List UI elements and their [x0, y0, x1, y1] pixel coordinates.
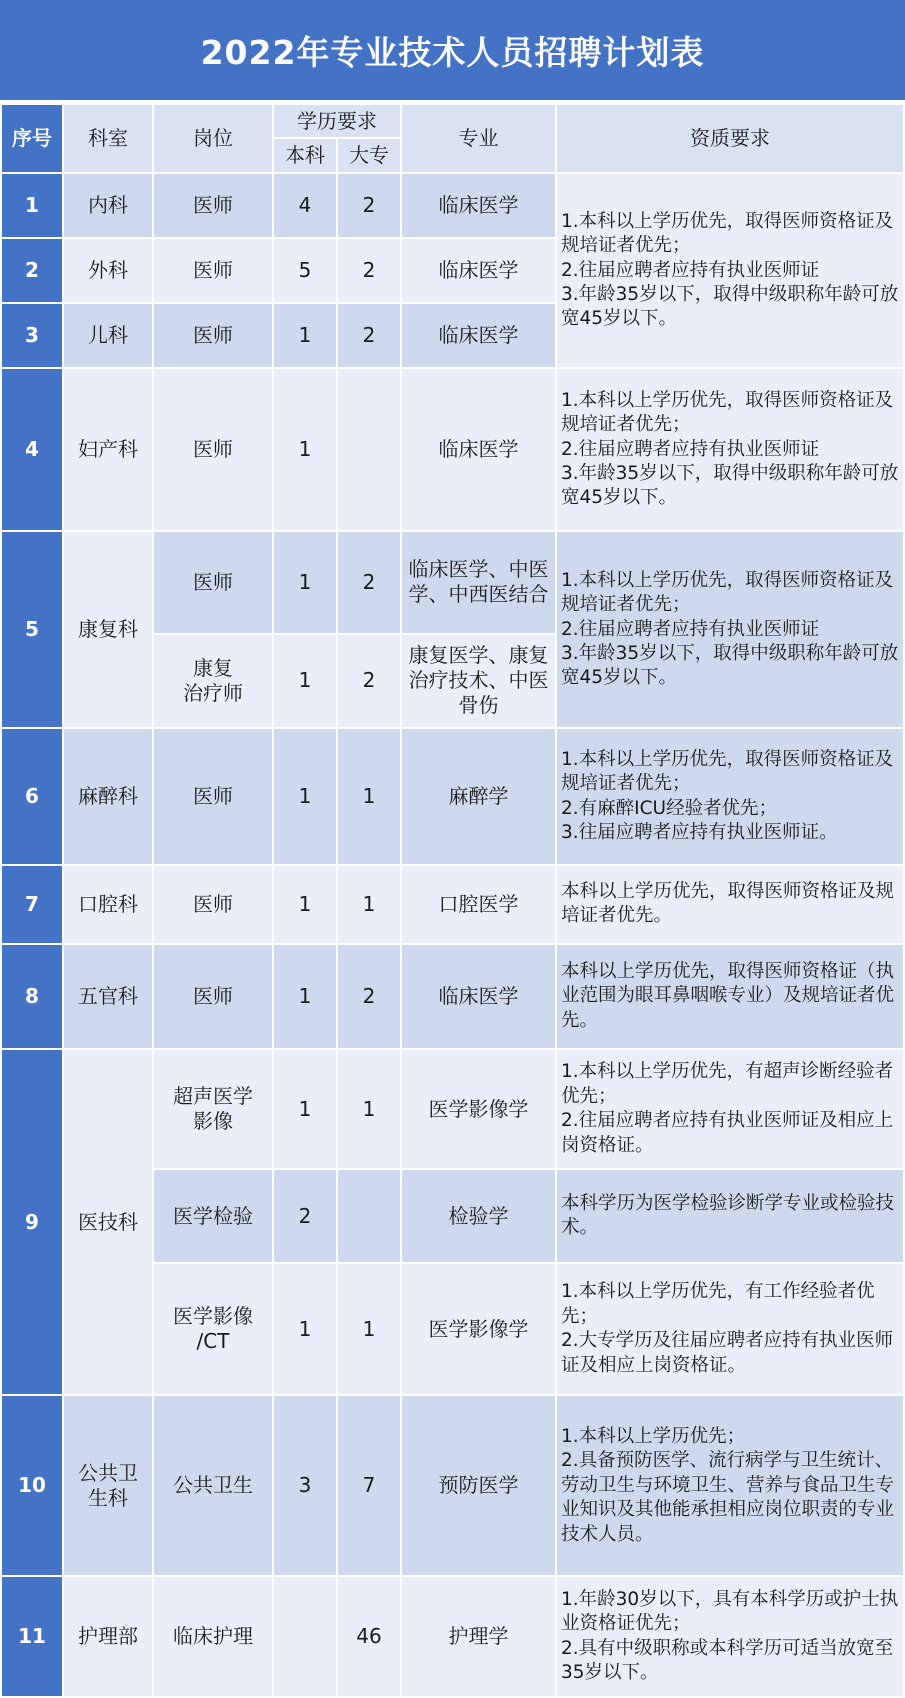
row-bachelor: 3	[273, 1395, 337, 1576]
row-bachelor	[273, 1576, 337, 1697]
row-dept: 医技科	[63, 1049, 153, 1395]
row-major: 麻醉学	[401, 728, 556, 864]
row-dept: 五官科	[63, 944, 153, 1049]
row-major: 临床医学	[401, 173, 556, 238]
row-position: 公共卫生	[153, 1395, 273, 1576]
row-position: 医师	[153, 728, 273, 864]
row-dept: 内科	[63, 173, 153, 238]
header-row	[1, 104, 904, 138]
row-qual: 1.本科以上学历优先，取得医师资格证及规培证者优先； 2.有麻醉ICU经验者优先； 3.往届应聘者应持有执业医师证。	[556, 728, 904, 864]
row-college: 46	[337, 1576, 401, 1697]
row-major: 临床医学	[401, 303, 556, 368]
header-bachelor: 本科	[273, 138, 337, 173]
row-bachelor: 5	[273, 238, 337, 303]
row-bachelor: 1	[273, 1263, 337, 1395]
row-position: 医学影像 /CT	[153, 1263, 273, 1395]
row-qual: 1.本科以上学历优先，有超声诊断经验者优先； 2.往届应聘者应持有执业医师证及相应上岗资格证。	[556, 1049, 904, 1169]
table-row	[1, 173, 904, 238]
row-bachelor: 1	[273, 728, 337, 864]
row-bachelor: 1	[273, 865, 337, 944]
row-dept: 麻醉科	[63, 728, 153, 864]
row-position: 超声医学 影像	[153, 1049, 273, 1169]
row-position: 医师	[153, 865, 273, 944]
row-position: 医师	[153, 368, 273, 531]
row-bachelor: 1	[273, 531, 337, 633]
row-bachelor: 1	[273, 634, 337, 729]
row-bachelor: 1	[273, 944, 337, 1049]
row-bachelor: 4	[273, 173, 337, 238]
row-qual: 1.本科以上学历优先，有工作经验者优先； 2.大专学历及往届应聘者应持有执业医师证及相应上岗资格证。	[556, 1263, 904, 1395]
row-position: 医学检验	[153, 1169, 273, 1263]
row-dept: 外科	[63, 238, 153, 303]
row-major: 医学影像学	[401, 1263, 556, 1395]
row-college: 1	[337, 1049, 401, 1169]
row-college: 1	[337, 865, 401, 944]
row-college: 2	[337, 173, 401, 238]
row-college	[337, 368, 401, 531]
header-position: 岗位	[153, 104, 273, 173]
row-position: 医师	[153, 531, 273, 633]
row-index: 5	[1, 531, 63, 728]
header-major: 专业	[401, 104, 556, 173]
table-row	[1, 1049, 904, 1169]
header-qual: 资质要求	[556, 104, 904, 173]
row-index: 7	[1, 865, 63, 944]
row-major: 康复医学、康复 治疗技术、中医 骨伤	[401, 634, 556, 729]
row-index: 4	[1, 368, 63, 531]
table-row	[1, 944, 904, 1049]
row-index: 10	[1, 1395, 63, 1576]
header-college: 大专	[337, 138, 401, 173]
row-qual: 1.本科以上学历优先，取得医师资格证及规培证者优先； 2.往届应聘者应持有执业医师证 3.年龄35岁以下，取得中级职称年龄可放宽45岁以下。	[556, 368, 904, 531]
row-major: 临床医学	[401, 238, 556, 303]
row-index: 8	[1, 944, 63, 1049]
table-row	[1, 1576, 904, 1697]
row-dept: 护理部	[63, 1576, 153, 1697]
row-qual: 1.本科以上学历优先，取得医师资格证及规培证者优先； 2.往届应聘者应持有执业医师证 3.年龄35岁以下，取得中级职称年龄可放宽45岁以下。	[556, 531, 904, 728]
recruitment-table	[0, 103, 905, 1698]
row-index: 6	[1, 728, 63, 864]
row-index: 1	[1, 173, 63, 238]
table-row	[1, 1395, 904, 1576]
row-bachelor: 1	[273, 303, 337, 368]
row-bachelor: 1	[273, 368, 337, 531]
header-index: 序号	[1, 104, 63, 173]
row-qual: 本科以上学历优先，取得医师资格证及规培证者优先。	[556, 865, 904, 944]
row-college	[337, 1169, 401, 1263]
table-row	[1, 368, 904, 531]
row-index: 2	[1, 238, 63, 303]
row-dept: 公共卫 生科	[63, 1395, 153, 1576]
row-qual: 1.本科以上学历优先； 2.具备预防医学、流行病学与卫生统计、劳动卫生与环境卫生、营养与食品卫生专业知识及其他能承担相应岗位职责的专业技术人员。	[556, 1395, 904, 1576]
row-major: 医学影像学	[401, 1049, 556, 1169]
row-dept: 康复科	[63, 531, 153, 728]
row-college: 7	[337, 1395, 401, 1576]
row-college: 2	[337, 634, 401, 729]
row-college: 2	[337, 238, 401, 303]
row-bachelor: 2	[273, 1169, 337, 1263]
row-position: 医师	[153, 303, 273, 368]
row-college: 2	[337, 944, 401, 1049]
row-bachelor: 1	[273, 1049, 337, 1169]
table-row	[1, 728, 904, 864]
row-qual: 本科学历为医学检验诊断学专业或检验技术。	[556, 1169, 904, 1263]
row-position: 医师	[153, 238, 273, 303]
row-major: 临床医学	[401, 368, 556, 531]
row-position: 医师	[153, 944, 273, 1049]
page-title: 2022年专业技术人员招聘计划表	[0, 0, 905, 100]
row-dept: 妇产科	[63, 368, 153, 531]
row-major: 口腔医学	[401, 865, 556, 944]
row-index: 3	[1, 303, 63, 368]
row-position: 临床护理	[153, 1576, 273, 1697]
row-index: 9	[1, 1049, 63, 1395]
row-major: 预防医学	[401, 1395, 556, 1576]
row-major: 护理学	[401, 1576, 556, 1697]
row-major: 临床医学	[401, 944, 556, 1049]
row-major: 临床医学、中医 学、中西医结合	[401, 531, 556, 633]
row-dept: 儿科	[63, 303, 153, 368]
row-dept: 口腔科	[63, 865, 153, 944]
row-college: 1	[337, 728, 401, 864]
header-edu: 学历要求	[273, 104, 401, 138]
table-row	[1, 531, 904, 633]
row-qual: 本科以上学历优先，取得医师资格证（执业范围为眼耳鼻咽喉专业）及规培证者优先。	[556, 944, 904, 1049]
row-position: 医师	[153, 173, 273, 238]
row-college: 2	[337, 303, 401, 368]
row-qual: 1.年龄30岁以下，具有本科学历或护士执业资格证优先； 2.具有中级职称或本科学历可适当放宽至35岁以下。	[556, 1576, 904, 1697]
row-major: 检验学	[401, 1169, 556, 1263]
header-dept: 科室	[63, 104, 153, 173]
row-college: 2	[337, 531, 401, 633]
row-index: 11	[1, 1576, 63, 1697]
table-row	[1, 865, 904, 944]
row-college: 1	[337, 1263, 401, 1395]
row-qual: 1.本科以上学历优先，取得医师资格证及规培证者优先； 2.往届应聘者应持有执业医师证 3.年龄35岁以下，取得中级职称年龄可放宽45岁以下。	[556, 173, 904, 368]
row-position: 康复 治疗师	[153, 634, 273, 729]
